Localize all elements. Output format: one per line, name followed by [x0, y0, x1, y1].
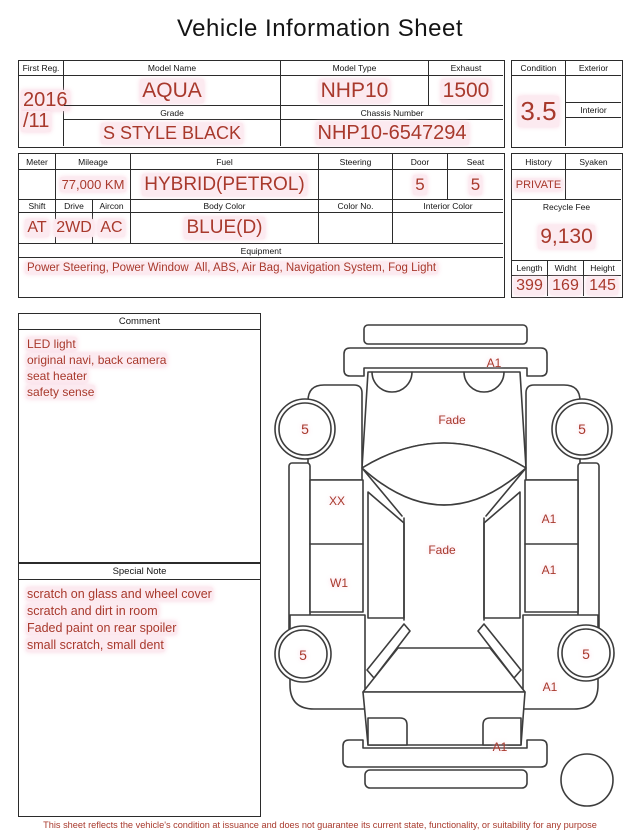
damage-label-wheel-front-left: 5 — [301, 421, 309, 437]
rocker-right-shape — [578, 463, 599, 633]
drive-label: Drive — [56, 200, 93, 213]
meter-value — [19, 170, 56, 200]
door-label: Door — [393, 154, 448, 170]
rear-lower-strip-shape — [365, 770, 527, 788]
syaken-value — [566, 170, 621, 200]
history-fee-table — [511, 153, 623, 298]
special-note-header: Special Note — [19, 564, 260, 580]
condition-label: Condition — [512, 61, 566, 76]
grade-label: Grade — [64, 106, 281, 120]
seat-label: Seat — [448, 154, 503, 170]
body-color-label: Body Color — [131, 200, 319, 213]
damage-label-door-front-left: XX — [328, 494, 346, 508]
length-value: 399 — [512, 276, 548, 296]
comment-header: Comment — [19, 314, 260, 330]
interior-label: Interior — [566, 103, 621, 118]
exhaust-value: 1500 — [429, 76, 503, 106]
special-note-line: scratch on glass and wheel cover — [27, 587, 212, 601]
steering-value — [319, 170, 393, 200]
history-value: PRIVATE — [512, 170, 566, 200]
interior-color-label: Interior Color — [393, 200, 503, 213]
page-title: Vehicle Information Sheet — [176, 15, 463, 42]
tailgate-recess-left — [368, 718, 407, 745]
damage-label-quarter-rear-right: A1 — [542, 680, 558, 694]
model-name-label: Model Name — [64, 61, 281, 76]
header-table — [18, 60, 505, 148]
condition-value: 3.5 — [512, 76, 566, 146]
first-reg-label: First Reg. — [19, 61, 64, 76]
history-label: History — [512, 154, 566, 170]
damage-label-door-rear-right: A1 — [541, 563, 557, 577]
exhaust-label: Exhaust — [429, 61, 503, 76]
spare-tire-shape — [561, 754, 613, 806]
comment-line: safety sense — [27, 385, 95, 399]
first-reg-month: /11 — [23, 110, 50, 132]
first-reg-year: 2016 — [23, 89, 68, 111]
damage-label-roof: Fade — [428, 543, 456, 557]
damage-label-rear-bumper: A1 — [492, 740, 508, 754]
condition-table — [511, 60, 623, 148]
equipment-label: Equipment — [19, 244, 503, 258]
color-no-value — [319, 213, 393, 244]
special-note-line: small scratch, small dent — [27, 638, 164, 652]
comment-line: LED light — [27, 337, 76, 351]
comment-line: seat heater — [27, 369, 88, 383]
model-type-label: Model Type — [281, 61, 429, 76]
interior-color-value — [393, 213, 503, 244]
model-type-value: NHP10 — [281, 76, 429, 106]
chassis-number-label: Chassis Number — [281, 106, 503, 120]
damage-label-door-front-right: A1 — [541, 512, 557, 526]
doors-right-shape — [525, 480, 578, 612]
drive-value: 2WD — [56, 213, 93, 244]
damage-label-wheel-front-right: 5 — [578, 421, 586, 437]
width-value: 169 — [548, 276, 584, 296]
length-label: Length — [512, 261, 548, 276]
rocker-left-shape — [289, 463, 310, 633]
mileage-label: Mileage — [56, 154, 131, 170]
recycle-fee-value: 9,130 — [512, 214, 621, 261]
car-body-outline — [275, 325, 614, 806]
height-value: 145 — [589, 277, 616, 294]
aircon-value: AC — [93, 213, 131, 244]
recycle-fee-label: Recycle Fee — [542, 202, 591, 212]
disclaimer-text: This sheet reflects the vehicle's condition at issuance and does not guarantee its current state, functionality, or suitability for any purpose — [43, 820, 597, 830]
width-label: Widht — [548, 261, 584, 276]
color-no-label: Color No. — [319, 200, 393, 213]
aircon-label: Aircon — [93, 200, 131, 213]
body-color-value: BLUE(D) — [131, 213, 319, 244]
shift-label: Shift — [19, 200, 56, 213]
car-damage-diagram — [268, 312, 638, 809]
grade-value: S STYLE BLACK — [64, 120, 281, 146]
mileage-value: 77,000 KM — [56, 170, 131, 200]
comment-body — [19, 331, 260, 562]
comment-box — [18, 313, 261, 563]
special-note-box — [18, 563, 261, 817]
fuel-label: Fuel — [131, 154, 319, 170]
height-label: Height — [584, 261, 621, 276]
meter-label: Meter — [19, 154, 56, 170]
fuel-value: HYBRID(PETROL) — [131, 170, 319, 200]
front-spoiler-shape — [364, 325, 527, 344]
damage-label-front-bumper: A1 — [486, 356, 502, 370]
seat-value: 5 — [448, 170, 503, 200]
special-note-body — [19, 581, 260, 816]
chassis-number-value: NHP10-6547294 — [317, 121, 467, 144]
door-value: 5 — [393, 170, 448, 200]
exterior-label: Exterior — [566, 61, 621, 76]
comment-line: original navi, back camera — [27, 353, 167, 367]
first-reg-value — [19, 76, 68, 146]
damage-label-door-rear-left: W1 — [330, 576, 348, 590]
special-note-line: scratch and dirt in room — [27, 604, 158, 618]
shift-value: AT — [19, 213, 56, 244]
damage-label-wheel-rear-left: 5 — [299, 647, 307, 663]
special-note-line: Faded paint on rear spoiler — [27, 621, 177, 635]
model-name-value: AQUA — [64, 76, 281, 106]
equipment-value: Power Steering, Power Window All, ABS, Air Bag, Navigation System, Fog Light — [27, 262, 437, 274]
spec-table — [18, 153, 505, 298]
interior-value — [566, 118, 621, 146]
syaken-label: Syaken — [566, 154, 621, 170]
exterior-value — [566, 76, 621, 103]
steering-label: Steering — [319, 154, 393, 170]
damage-label-wheel-rear-right: 5 — [582, 646, 590, 662]
damage-label-hood: Fade — [438, 413, 466, 427]
